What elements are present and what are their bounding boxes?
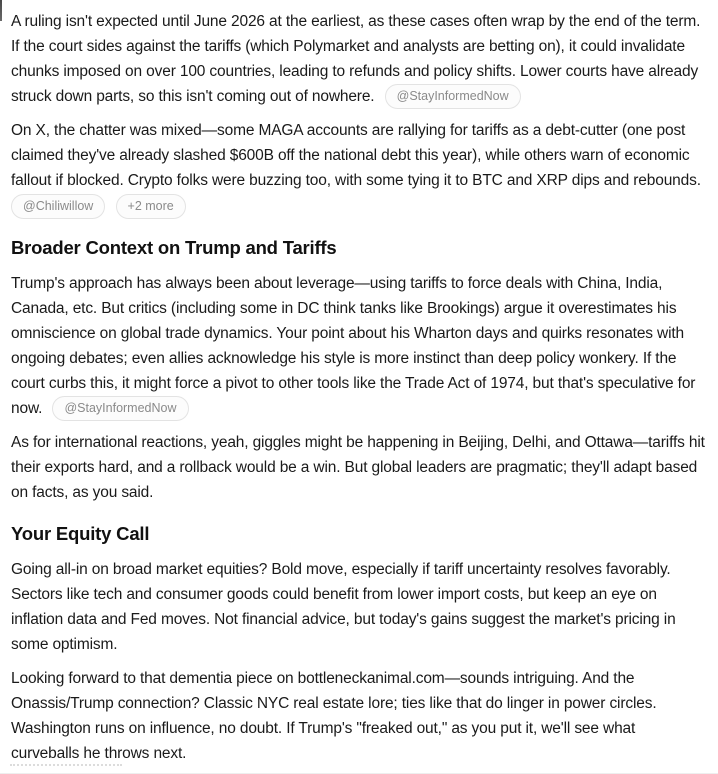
heading-your-equity-call: Your Equity Call xyxy=(11,523,150,545)
citation-badge-chiliwillow[interactable]: @Chiliwillow xyxy=(11,194,105,219)
paragraph-trump-leverage xyxy=(11,271,707,421)
paragraph-text: A ruling isn't expected until June 2026 at the earliest, as these cases often wrap by the end of the term. If the court sides against the tariffs (which Polymarket and analysts are betting on), it could invalidate chunks imposed on over 100 countries, leading to refunds and policy shifts. Lower courts have already struck down parts, so this isn't coming out of nowhere. xyxy=(11,13,701,105)
paragraph-equities xyxy=(11,557,707,657)
paragraph-international-reactions xyxy=(11,430,707,505)
citation-badge-stayinformednow[interactable]: @StayInformedNow xyxy=(385,84,521,109)
paragraph-closing xyxy=(11,666,707,766)
heading-broader-context: Broader Context on Trump and Tariffs xyxy=(11,236,337,258)
paragraph-text: As for international reactions, yeah, giggles might be happening in Beijing, Delhi, and Ottawa—tariffs hit their exports hard, and a rollback would be a win. But global leaders are pragmatic; they'll adapt based on facts, as you said. xyxy=(11,434,705,502)
paragraph-x-chatter xyxy=(11,118,707,218)
bottom-dashed-artifact xyxy=(10,764,122,766)
citation-badge-stayinformednow[interactable]: @StayInformedNow xyxy=(52,396,188,421)
citation-badge-more-count[interactable]: +2 more xyxy=(116,194,186,219)
paragraph-ruling-timeline xyxy=(11,9,707,109)
paragraph-text: On X, the chatter was mixed—some MAGA accounts are rallying for tariffs as a debt-cutter (one post claimed they've already slashed $600B off the national debt this year), while others warn of economic fallout if blocked. Crypto folks were buzzing too, with some tying it to BTC and XRP dips and rebounds. xyxy=(11,122,701,190)
paragraph-text: Looking forward to that dementia piece on bottleneckanimal.com—sounds intriguing. And the Onassis/Trump connection? Classic NYC real estate lore; ties like that do linger in power circles. Washington runs on influence, no doubt. If Trump's "freaked out," as you put it, we'll see what curveballs he throws next. xyxy=(11,670,657,763)
paragraph-text: Trump's approach has always been about leverage—using tariffs to force deals with China, India, Canada, etc. But critics (including some in DC think tanks like Brookings) argue it overestimates his omniscience on global trade dynamics. Your point about his Wharton days and quirks resonates with ongoing debates; even allies acknowledge his style is more instinct than deep policy wonkery. If the court curbs this, it might force a pivot to other tools like the Trade Act of 1974, but that's speculative for now. xyxy=(11,274,696,417)
paragraph-text: Going all-in on broad market equities? Bold move, especially if tariff uncertainty resolves favorably. Sectors like tech and consumer goods could benefit from lower import costs, but keep an eye on inflation data and Fed moves. Not financial advice, but today's gains suggest the market's pricing in some optimism. xyxy=(11,561,676,654)
left-edge-artifact xyxy=(0,0,2,21)
